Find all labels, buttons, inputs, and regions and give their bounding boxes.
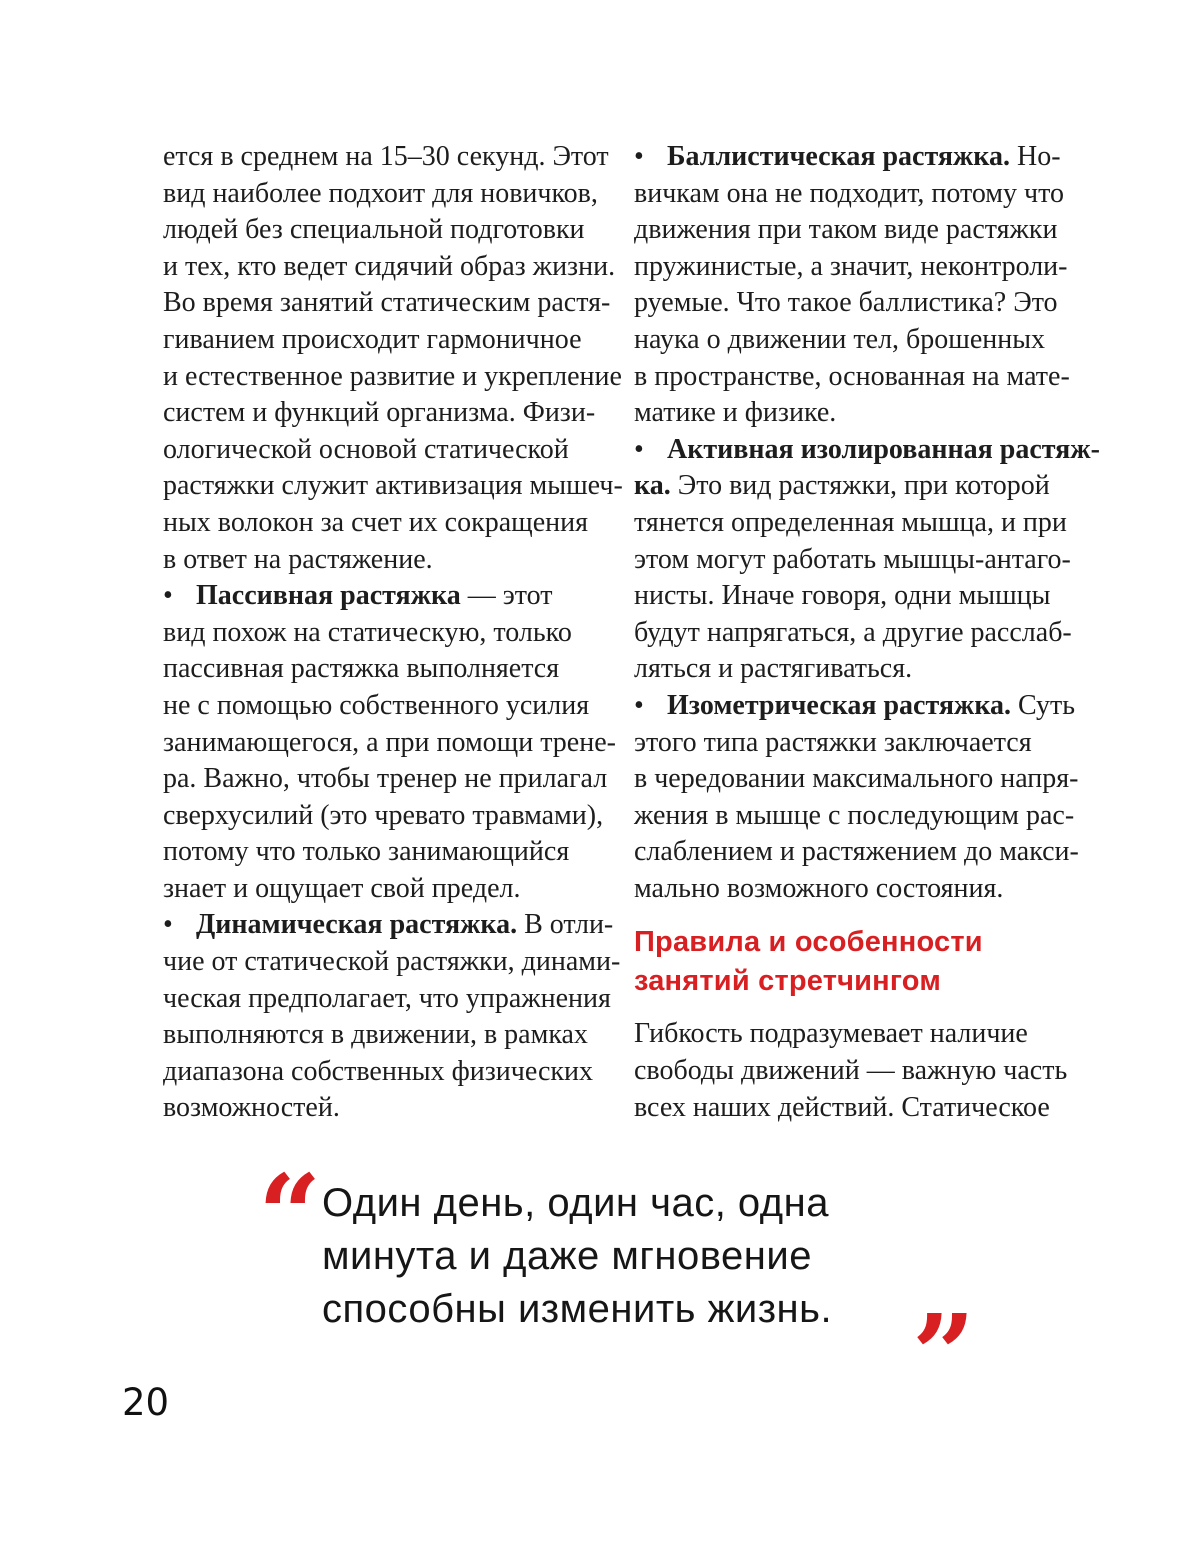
book-page: ется в среднем на 15–30 секунд. Этот вид наиболее подхоит для новичков, людей без специальной подготовки и тех, кто ведет сидячий образ жизни. Во время занятий статическим растя- гиванием происходит гармоничное и естественное развитие и укрепление систем и функций организма. Физи- ологической основой статической растяжки служит активизация мышеч- ных волокон за счет их сокращения в ответ на растяжение. • Пассивная растяжка — этот вид похож на статическую, только пассивная растяжка выполняется не с помощью собственного усилия занимающегося, а при помощи трене- ра. Важно, чтобы тренер не прилагал сверхусилий (это чревато травмами), потому что только занимающийся знает и ощущает свой предел. • Динамическая растяжка. В отли- чие от статической растяжки, динами- ческая предполагает, что упражнения выполняются в движении, в рамках диапазона собственных физических возможностей. • Баллистическая растяжка. Но- вичкам она не подходит, потому что движения при таком виде растяжки пружинистые, а значит, неконтроли- руемые. Что такое баллистика? Это наука о движении тел, брошенных в пространстве, основанная на мате- матике и физике. • Активная изолированная растяж- ка. Это вид растяжки, при которой тянется определенная мышца, и при этом могут работать мышцы-антаго- нисты. Иначе говоря, одни мышцы будут напрягаться, а другие расслаб- ляться и растягиваться. • Изометрическая растяжка. Суть этого типа растяжки заключается в чередовании максимального напря- жения в мышце с последующим рас- слаблением и растяжением до макси- мально возможного состояния. Правила и особенности занятий стретчингом Гибкость подразумевает наличие свободы движений — важную часть всех наших действий. Статическое “ Один день, один час, одна минута и даже мгновение способны изменить жизнь. ” 20 xyxy=(122,141,1100,1424)
bold-term: Динамическая растяжка. xyxy=(196,909,518,941)
bullet-ballistic-stretch xyxy=(634,139,1094,432)
text-segment: жения в мышце с последующим рас- xyxy=(634,799,1075,831)
text-segment: выполняются в движении, в рамках xyxy=(163,1019,588,1051)
text-line xyxy=(163,176,623,213)
text-line xyxy=(634,249,1094,286)
text-line xyxy=(634,432,1100,469)
text-line xyxy=(634,1090,1094,1127)
bullet-isometric-stretch xyxy=(634,688,1094,908)
text-segment: Но- xyxy=(1010,141,1061,172)
text-segment: в пространстве, основанная на мате- xyxy=(634,360,1070,392)
text-segment: этого типа растяжки заключается xyxy=(634,726,1032,758)
text-segment: матике и физике. xyxy=(634,397,837,429)
text-line xyxy=(163,249,623,286)
text-segment: вид наиболее подхоит для новичков, xyxy=(163,177,598,209)
pull-quote xyxy=(322,1177,832,1336)
text-line xyxy=(634,688,1094,725)
text-segment: в чередовании максимального напря- xyxy=(634,763,1079,795)
text-segment: чие от статической растяжки, динами- xyxy=(163,946,621,978)
text-segment: слаблением и растяжением до макси- xyxy=(634,836,1079,868)
text-segment: мально возможного состояния. xyxy=(634,872,1004,904)
text-segment: Правила и особенности xyxy=(634,926,983,959)
text-line xyxy=(163,139,623,176)
text-segment: в ответ на растяжение. xyxy=(163,543,433,575)
text-line xyxy=(163,432,623,469)
bold-term: Изометрическая растяжка. xyxy=(667,689,1012,721)
text-segment: руемые. Что такое баллистика? Это xyxy=(634,287,1058,319)
bullet-marker: • xyxy=(163,909,173,941)
text-segment: и тех, кто ведет сидячий образ жизни. xyxy=(163,250,616,282)
text-segment: ологической основой статической xyxy=(163,433,569,465)
text-segment: диапазона собственных физических xyxy=(163,1055,594,1087)
text-segment: ется в среднем на 15–30 секунд. Этот xyxy=(163,141,609,172)
text-segment: свободы движений — важную часть xyxy=(634,1055,1068,1087)
text-segment: нисты. Иначе говоря, одни мышцы xyxy=(634,580,1051,612)
bold-term: Пассивная растяжка xyxy=(196,580,461,612)
text-segment: систем и функций организма. Физи- xyxy=(163,397,596,429)
right-text-column xyxy=(634,139,1100,1126)
text-line xyxy=(163,1017,623,1054)
pull-quote-line: Один день, один час, одна xyxy=(322,1181,829,1225)
text-line xyxy=(634,923,1094,962)
bullet-marker: • xyxy=(634,689,644,721)
text-segment: ра. Важно, чтобы тренер не прилагал xyxy=(163,763,608,795)
text-line xyxy=(163,212,623,249)
text-line xyxy=(634,798,1094,835)
text-segment: ляться и растягиваться. xyxy=(634,653,913,685)
text-line xyxy=(163,468,623,505)
text-line xyxy=(163,871,623,908)
text-segment: — этот xyxy=(460,580,553,612)
text-line xyxy=(163,615,623,652)
text-segment: вичкам она не подходит, потому что xyxy=(634,177,1064,209)
text-line xyxy=(163,834,623,871)
text-line xyxy=(634,651,1094,688)
text-line xyxy=(163,944,623,981)
bold-term: ка. xyxy=(634,470,671,502)
text-segment: этом могут работать мышцы-антаго- xyxy=(634,543,1071,575)
text-segment: тянется определенная мышца, и при xyxy=(634,506,1067,538)
text-line xyxy=(634,505,1094,542)
text-line xyxy=(163,285,623,322)
text-line xyxy=(634,395,1094,432)
left-text-column xyxy=(163,139,623,1127)
text-segment: будут напрягаться, а другие расслаб- xyxy=(634,616,1072,648)
text-line xyxy=(634,834,1094,871)
text-line xyxy=(163,651,623,688)
bold-term: Активная изолированная растяж- xyxy=(667,433,1100,465)
text-segment: наука о движении тел, брошенных xyxy=(634,323,1046,355)
text-segment: Суть xyxy=(1011,689,1076,721)
text-segment: людей без специальной подготовки xyxy=(163,214,585,246)
bullet-active-isolated-stretch xyxy=(634,432,1100,688)
text-line xyxy=(163,359,623,396)
text-segment: занимающегося, а при помощи трене- xyxy=(163,726,616,758)
text-line xyxy=(634,322,1094,359)
text-segment: растяжки служит активизация мышеч- xyxy=(163,470,623,502)
text-segment: гиванием происходит гармоничное xyxy=(163,323,582,355)
text-line xyxy=(163,322,623,359)
page-number: 20 xyxy=(122,1381,170,1424)
text-segment: ных волокон за счет их сокращения xyxy=(163,506,588,538)
text-line xyxy=(163,395,623,432)
text-line xyxy=(163,981,623,1018)
text-line xyxy=(163,542,623,579)
bold-term: Баллистическая растяжка. xyxy=(667,141,1011,172)
pull-quote-line: способны изменить жизнь. xyxy=(322,1287,833,1331)
bullet-dynamic-stretch xyxy=(163,907,623,1127)
pull-quote-line: минута и даже мгновение xyxy=(322,1234,812,1278)
text-line xyxy=(163,1054,623,1091)
text-line xyxy=(163,907,623,944)
text-segment: Это вид растяжки, при которой xyxy=(670,470,1050,502)
text-line xyxy=(634,725,1094,762)
text-segment: знает и ощущает свой предел. xyxy=(163,872,521,904)
bullet-marker: • xyxy=(634,433,644,465)
text-line xyxy=(634,578,1094,615)
text-line xyxy=(163,688,623,725)
bullet-passive-stretch xyxy=(163,578,623,907)
bullet-marker: • xyxy=(634,141,644,172)
static-stretch-paragraph xyxy=(163,139,623,578)
text-line xyxy=(634,542,1094,579)
text-segment: всех наших действий. Статическое xyxy=(634,1091,1050,1123)
flexibility-paragraph xyxy=(634,1016,1094,1126)
text-segment: не с помощью собственного усилия xyxy=(163,689,590,721)
text-line xyxy=(634,871,1094,908)
text-segment: и естественное развитие и укрепление xyxy=(163,360,622,392)
text-segment: пассивная растяжка выполняется xyxy=(163,653,560,685)
text-segment: Во время занятий статическим растя- xyxy=(163,287,611,319)
text-segment: В отли- xyxy=(517,909,614,941)
text-line xyxy=(634,1053,1094,1090)
text-segment: возможностей. xyxy=(163,1092,340,1124)
text-line xyxy=(163,798,623,835)
text-segment: Гибкость подразумевает наличие xyxy=(634,1018,1028,1050)
text-line xyxy=(634,1016,1094,1053)
text-line xyxy=(634,359,1094,396)
text-segment: потому что только занимающийся xyxy=(163,836,570,868)
text-segment: пружинистые, а значит, неконтроли- xyxy=(634,250,1068,282)
section-heading-rules xyxy=(634,923,1094,1001)
text-segment: сверхусилий (это чревато травмами), xyxy=(163,799,604,831)
bullet-marker: • xyxy=(163,580,173,612)
text-line xyxy=(163,1090,623,1127)
text-line xyxy=(163,505,623,542)
text-line xyxy=(634,212,1094,249)
text-line xyxy=(634,285,1094,322)
text-line xyxy=(634,615,1094,652)
text-line xyxy=(634,761,1094,798)
text-line xyxy=(163,578,623,615)
text-line xyxy=(634,176,1094,213)
text-line xyxy=(163,725,623,762)
text-segment: ческая предполагает, что упражнения xyxy=(163,982,611,1014)
text-segment: занятий стретчингом xyxy=(634,965,941,998)
text-line xyxy=(163,761,623,798)
text-segment: вид похож на статическую, только xyxy=(163,616,572,648)
text-line xyxy=(634,139,1094,176)
text-segment: движения при таком виде растяжки xyxy=(634,214,1058,246)
text-line xyxy=(634,468,1094,505)
text-line xyxy=(634,962,1094,1001)
